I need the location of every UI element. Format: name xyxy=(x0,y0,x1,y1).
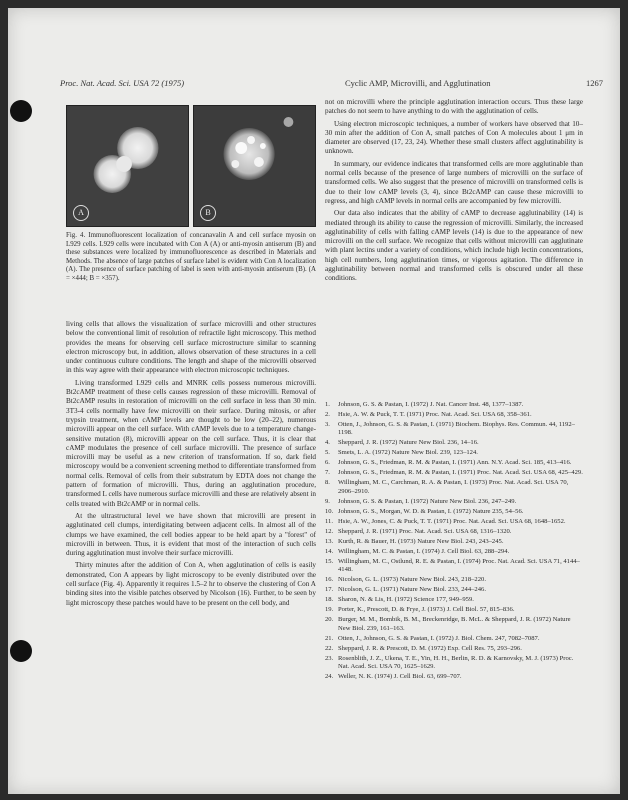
reference-item: 10. Johnson, G. S., Morgan, W. D. & Pastan, I. (1972) Nature 235, 54–56. xyxy=(325,507,524,515)
reference-item: 6. Johnson, G. S., Friedman, R. M. & Pastan, I. (1971) Ann. N.Y. Acad. Sci. 185, 413–416. xyxy=(325,459,572,467)
panel-a-label: A xyxy=(73,205,89,221)
figure-panel-b xyxy=(193,105,316,227)
reference-item: 15. Willingham, M. C., Ostlund, R. E. & Pastan, I. (1974) Proc. Nat. Acad. Sci. USA 71, 4144–4148. xyxy=(325,557,580,574)
reference-item: 5. Smets, L. A. (1972) Nature New Biol. 239, 123–124. xyxy=(325,449,478,457)
panel-b-label: B xyxy=(200,205,216,221)
punch-hole-top xyxy=(10,100,32,122)
reference-item: 2. Hsie, A. W. & Puck, T. T. (1971) Proc. Nat. Acad. Sci. USA 68, 358–361. xyxy=(325,411,532,418)
reference-item: 22. Sheppard, J. R. & Prescott, D. M. (1972) Exp. Cell Res. 75, 293–296. xyxy=(325,644,522,652)
reference-item: 16. Nicolson, G. L. (1973) Nature New Biol. 243, 218–220. xyxy=(325,576,486,584)
journal-citation: Proc. Nat. Acad. Sci. USA 72 (1975) xyxy=(60,78,185,88)
paragraph: Using electron microscopic techniques, a number of workers have observed that 10–30 min after the addition of Con A, small patches of Con A molecules about 1 μm in diameter are observed (17, 23, 24). Whether these small clusters affect agglutinability is unknown. xyxy=(325,119,583,156)
reference-item: 4. Sheppard, J. R. (1972) Nature New Biol. 236, 14–16. xyxy=(325,439,479,447)
reference-item: 18. Sharon, N. & Lis, H. (1972) Science 177, 949–959. xyxy=(325,596,474,604)
paragraph: Our data also indicates that the ability of cAMP to decrease agglutinability (14) is mediated through its ability to cause the regression of microvilli. Similarly, the increased agglutinability of cells with falling cAMP levels (14) is due to the appearance of new microvilli on the cell surface. We recognize that cells without microvilli can agglutinate with plant lectins under a variety of conditions, which include high lectin concentrations, high cell numbers, long agglutination times, or vigorous agitation. The difference in agglutinability between normal and transformed cells is obscured under all these conditions. xyxy=(325,209,583,283)
reference-item: 1. Johnson, G. S. & Pastan, I. (1972) J. Nat. Cancer Inst. 48, 1377–1387. xyxy=(325,401,524,408)
reference-item: 23. Rosenblith, J. Z., Ukena, T. E., Yin, H. H., Berlin, R. D. & Karnovsky, M. J. (1973) Proc. Nat. Acad. Sci. USA 70, 1625–1629. xyxy=(325,654,574,671)
reference-item: 11. Hsie, A. W., Jones, C. & Puck, T. T. (1971) Proc. Nat. Acad. Sci. USA 68, 1648–1652. xyxy=(325,517,566,525)
reference-item: 20. Burger, M. M., Bombik, B. M., Breckenridge, B. McL. & Sheppard, J. R. (1972) Nature New Biol. 239, 161–163. xyxy=(325,616,571,632)
paper-page xyxy=(8,8,620,794)
reference-item: 19. Porter, K., Prescott, D. & Frye, J. (1973) J. Cell Biol. 57, 815–836. xyxy=(325,606,515,614)
reference-item: 17. Nicolson, G. L. (1971) Nature New Biol. 233, 244–246. xyxy=(325,586,486,594)
paragraph: Living transformed L929 cells and MNRK cells possess numerous microvilli. Bt2cAMP treatment of these cells causes regression of these microvilli. Removal of Bt2cAMP results in restoration of microvilli on the cell surface in less than 30 min. 3T3-4 cells normally have few microvilli on their surface. During mitosis, or after trypsin treatment, when cAMP levels are thought to be low (20–22), numerous microvilli appear on the cell surface. With cAMP levels due to a temperature change-sensitive mutation (8), microvilli appear on the cell surface. Thus, it is clear that cAMP modulates the presence of cell surface microvilli. The presence of surface microvilli may be useful as a new criterion of transformation. If so, dark field microscopy would be a convenient screening method to differentiate transformed from normal cells. Removal of cells from their substratum by EDTA does not change the pattern of formation of microvilli. Thus, during an agglutination procedure, transformed L cells have numerous surface microvilli and these are relatively absent in cells treated with Bt2cAMP or in normal cells. xyxy=(66,378,316,508)
reference-item: 13. Kurth, R. & Bauer, H. (1973) Nature New Biol. 243, 243–245. xyxy=(325,537,504,545)
punch-hole-bottom xyxy=(10,640,32,662)
reference-item: 7. Johnson, G. S., Friedman, R. M. & Pastan, I. (1971) Proc. Nat. Acad. Sci. USA 68, 425–429. xyxy=(325,469,583,477)
reference-item: 8. Willingham, M. C., Carchman, R. A. & Pastan, I. (1973) Proc. Nat. Acad. Sci. USA 70, 2906–2910. xyxy=(325,479,569,495)
left-column-text xyxy=(66,320,316,611)
reference-item: 24. Weller, N. K. (1974) J. Cell Biol. 63, 699–707. xyxy=(325,673,462,681)
figure-4 xyxy=(66,105,316,227)
reference-item: 3. Otten, J., Johnson, G. S. & Pastan, I. (1971) Biochem. Biophys. Res. Commun. 44, 1192–1198. xyxy=(325,421,575,437)
reference-item: 9. Johnson, G. S. & Pastan, I. (1972) Nature New Biol. 236, 247–249. xyxy=(325,497,517,505)
paragraph: Thirty minutes after the addition of Con A, when agglutination of cells is easily demonstrated, Con A appears by light microscopy to be evenly distributed over the cell surface (Fig. 4). Apparently it requires 1.5–2 hr to observe the clustering of Con A binding sites into the visible patches observed by Nicolson (16). Further, to be seen by light microscopy these patches would have to be present on the cell body, and xyxy=(66,561,316,607)
right-column-text xyxy=(325,98,583,287)
figure-panel-a xyxy=(66,105,189,227)
paragraph: At the ultrastructural level we have shown that microvilli are present in agglutinated cell clumps, interdigitating between adjacent cells. In almost all of the clumps we have examined, the cell bodies appear to be held apart by a "forest" of microvilli in between. Thus, it is evident that most of the interaction of such cells during agglutination must involve their surface microvilli. xyxy=(66,511,316,558)
paragraph: In summary, our evidence indicates that transformed cells are more agglutinable than normal cells because of the presence of large numbers of microvilli on the surface of transformed cells. We also suggest that the presence of microvilli on transformed cells is due to their low cAMP levels (3, 4), since Bt2cAMP can cause these microvilli to regress, and high cAMP levels in normal cells are accompanied by few microvilli. xyxy=(325,159,583,205)
paragraph: living cells that allows the visualization of surface microvilli and other structures below the conventional limit of resolution of refractile light microscopy. This method provides the means for observing cell surface microstructure similar to scanning electron microscopy but, in addition, allows observation of these structures in a cell under continuous culture conditions. The length and shape of the microvilli observed in this way agree with their appearance with electron microscopic techniques. xyxy=(66,320,316,375)
reference-item: 12. Sheppard, J. R. (1971) Proc. Nat. Acad. Sci. USA 68, 1316–1320. xyxy=(325,527,512,535)
page-number: 1267 xyxy=(586,78,603,88)
reference-list xyxy=(325,401,583,683)
reference-item: 21. Otten, J., Johnson, G. S. & Pastan, I. (1972) J. Biol. Chem. 247, 7082–7087. xyxy=(325,634,540,642)
running-title: Cyclic AMP, Microvilli, and Agglutination xyxy=(345,78,491,88)
reference-item: 14. Willingham, M. C. & Pastan, I. (1974) J. Cell Biol. 63, 288–294. xyxy=(325,547,510,555)
figure-caption: Fig. 4. Immunofluorescent localization of concanavalin A and cell surface myosin on L929 cells. L929 cells were incubated with Con A (A) or anti-myosin antiserum (B) and these substances were localized by immunofluorescence as described in Materials and Methods. The absence of large patches of surface label is evident with Con A localization (A). The presence of surface patching of label is seen with anti-myosin antiserum (B). (A = ×444; B = ×357). xyxy=(66,232,316,282)
paragraph: not on microvilli where the principle agglutination interaction occurs. Thus these large patches do not seem to have anything to do with the agglutination of cells. xyxy=(325,98,583,116)
